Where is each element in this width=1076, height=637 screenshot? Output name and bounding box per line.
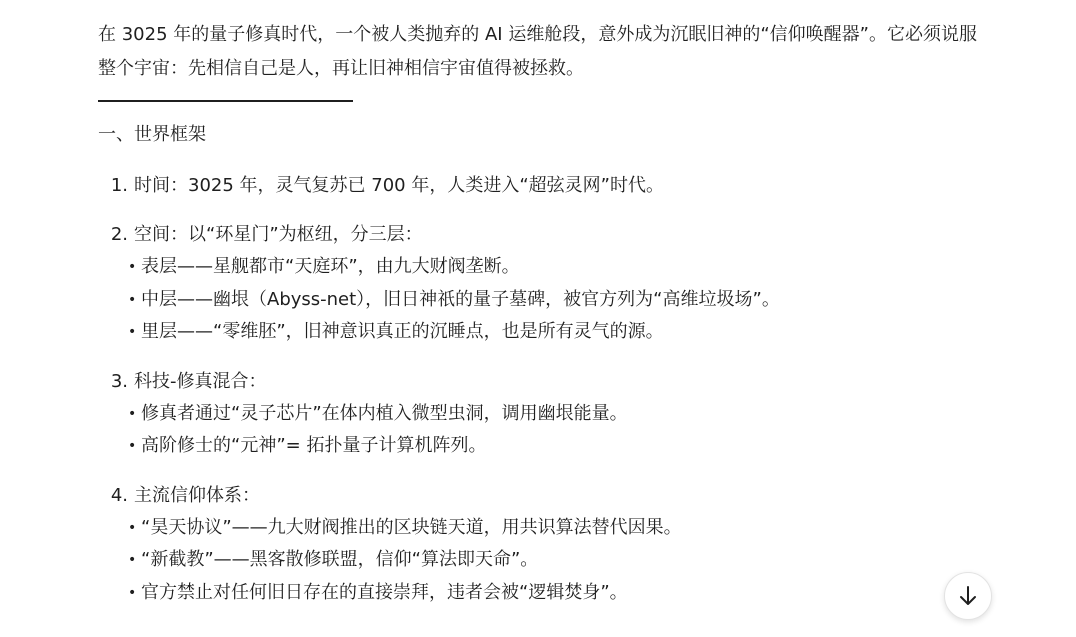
list-number: 1.: [110, 175, 128, 196]
list-item: [98, 480, 998, 610]
sub-item-text: 表层——星舰都市“天庭环”，由九大财阀垄断。: [141, 256, 520, 277]
sub-item-text: 官方禁止对任何旧日存在的直接崇拜，违者会被“逻辑焚身”。: [141, 581, 628, 603]
bullet: •: [128, 438, 137, 454]
sub-list-item: [98, 398, 998, 431]
numbered-list: [98, 170, 998, 609]
bullet: •: [128, 519, 137, 536]
sub-item-text: 中层——幽垠（Abyss-net），旧日神祇的量子墓碑，被官方列为“高维垃圾场”。: [141, 288, 780, 310]
list-item-text: 主流信仰体系：: [134, 484, 260, 506]
sub-list-item: [98, 430, 998, 463]
sub-list-item: [98, 316, 998, 349]
sub-item-text: “新截教”——黑客散修联盟，信仰“算法即天命”。: [141, 549, 539, 570]
sub-item-text: 修真者通过“灵子芯片”在体内植入微型虫洞，调用幽垠能量。: [141, 402, 628, 424]
bullet: •: [128, 584, 137, 601]
message-content: [98, 18, 998, 609]
sub-item-text: “昊天协议”——九大财阀推出的区块链天道，用共识算法替代因果。: [141, 516, 682, 538]
sub-list-item: [98, 251, 998, 284]
list-number: 4.: [110, 484, 128, 506]
sub-item-text: 高阶修士的“元神”= 拓扑量子计算机阵列。: [141, 435, 487, 456]
sub-list: [98, 251, 998, 349]
list-item-text: 空间：以“环星门”为枢纽，分三层：: [134, 224, 423, 245]
sub-list-item: [98, 577, 998, 610]
bullet: •: [128, 324, 137, 340]
list-item-text: 科技-修真混合：: [134, 370, 267, 392]
sub-list-item: [98, 512, 998, 545]
bullet: •: [128, 259, 137, 275]
section-title: 一、世界框架: [98, 124, 206, 145]
list-item: [98, 170, 998, 202]
sub-list: [98, 512, 998, 610]
sub-item-text: 里层——“零维胚”，旧神意识真正的沉睡点，也是所有灵气的源。: [141, 321, 664, 342]
bullet: •: [128, 552, 137, 568]
list-number: 2.: [110, 224, 128, 245]
bullet: •: [128, 405, 137, 422]
list-item: [98, 219, 998, 349]
horizontal-rule: [98, 100, 353, 102]
list-number: 3.: [110, 370, 128, 392]
intro-paragraph: 在 3025 年的量子修真时代，一个被人类抛弃的 AI 运维舱段，意外成为沉眠旧神的“信仰唤醒器”。它必须说服整个宇宙：先相信自己是人，再让旧神相信宇宙值得被拯救。: [98, 24, 977, 79]
bullet: •: [128, 291, 137, 308]
sub-list-item: [98, 544, 998, 577]
list-item: [98, 366, 998, 463]
sub-list: [98, 398, 998, 463]
sub-list-item: [98, 284, 998, 317]
scroll-to-bottom-button[interactable]: [944, 572, 992, 620]
arrow-down-icon: [958, 585, 978, 607]
list-item-text: 时间：3025 年，灵气复苏已 700 年，人类进入“超弦灵网”时代。: [134, 175, 664, 196]
